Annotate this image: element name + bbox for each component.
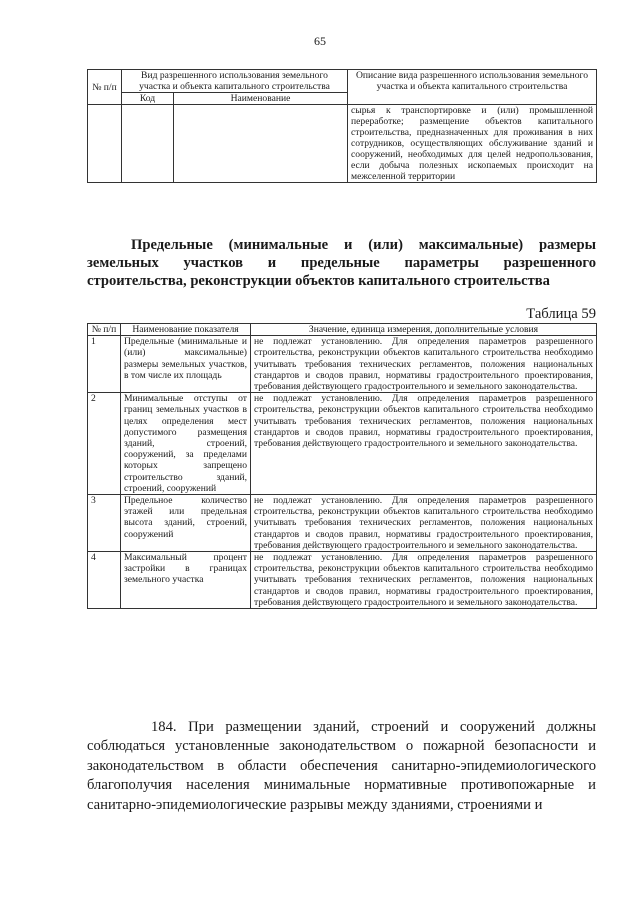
- heading-text-last-line: строительства, реконструкции объектов капитального строительства: [87, 273, 550, 289]
- land-use-table: [87, 69, 597, 183]
- row-indicator-cell: Максимальный процент застройки в границах земельного участка: [121, 552, 251, 609]
- table-row: [88, 495, 597, 552]
- row-number-cell: 3: [88, 495, 121, 552]
- row-number-cell: [88, 105, 122, 183]
- col-header-name: Наименование: [174, 93, 348, 105]
- row-indicator-cell: Минимальные отступы от границ земельных участков в целях определения мест допустимого размещения зданий, строений, сооружений, за пределами которых запрещено строительство зданий, строений, сооружений: [121, 393, 251, 495]
- col-header-description: Описание вида разрешенного использования земельного участка и объекта капитального строительства: [348, 70, 597, 105]
- row-name-cell: [174, 105, 348, 183]
- body-paragraph: [87, 718, 596, 815]
- col-header-code: Код: [122, 93, 174, 105]
- row-indicator-cell: Предельные (минимальные и (или) максимальные) размеры земельных участков, в том числе их площадь: [121, 336, 251, 393]
- row-number-cell: 1: [88, 336, 121, 393]
- row-indicator-cell: Предельное количество этажей или предельная высота зданий, строений, сооружений: [121, 495, 251, 552]
- col-header-indicator: Наименование показателя: [121, 324, 251, 336]
- parameters-table: [87, 323, 597, 609]
- paragraph-text: 184. При размещении зданий, строений и сооружений должны соблюдаться установленные законодательством о пожарной безопасности и законодательством в области обеспечения санитарно-эпидемиологического благополучия населения минимальные нормативные противопожарные и санитарно-эпидемиологические разрывы между зданиями, строениями и: [87, 719, 596, 813]
- table-caption: Таблица 59: [526, 306, 596, 322]
- row-value-cell: не подлежат установлению. Для определения параметров разрешенного строительства, реконструкции объектов капитального строительства необходимо учитывать требования технических регламентов, положения национальных стандартов и сводов правил, нормативы градостроительного проектирования, требования действующего градостроительного и земельного законодательства.: [251, 393, 597, 495]
- table-row: [88, 105, 597, 183]
- col-header-number: № п/п: [88, 70, 122, 105]
- row-value-cell: не подлежат установлению. Для определения параметров разрешенного строительства, реконструкции объектов капитального строительства необходимо учитывать требования технических регламентов, положения национальных стандартов и сводов правил, нормативы градостроительного проектирования, требования действующего градостроительного и земельного законодательства.: [251, 552, 597, 609]
- table-row: [88, 552, 597, 609]
- row-code-cell: [122, 105, 174, 183]
- section-heading: [87, 236, 596, 290]
- col-header-use-type: Вид разрешенного использования земельного участка и объекта капитального строительства: [122, 70, 348, 93]
- row-number-cell: 2: [88, 393, 121, 495]
- heading-text: Предельные (минимальные и (или) максимальные) размеры земельных участков и предельные параметры разрешенного: [87, 237, 596, 271]
- table-row: [88, 393, 597, 495]
- col-header-value: Значение, единица измерения, дополнительные условия: [251, 324, 597, 336]
- table-row: [88, 336, 597, 393]
- row-value-cell: не подлежат установлению. Для определения параметров разрешенного строительства, реконструкции объектов капитального строительства необходимо учитывать требования технических регламентов, положения национальных стандартов и сводов правил, нормативы градостроительного проектирования, требования действующего градостроительного и земельного законодательства.: [251, 495, 597, 552]
- row-description-cell: сырья к транспортировке и (или) промышленной переработке; размещение объектов капитального строительства, предназначенных для проживания в них сотрудников, осуществляющих обслуживание зданий и сооружений, необходимых для целей недропользования, если добыча полезных ископаемых происходит на межселенной территории: [348, 105, 597, 183]
- col-header-number: № п/п: [88, 324, 121, 336]
- row-number-cell: 4: [88, 552, 121, 609]
- page-number: 65: [314, 34, 326, 48]
- row-value-cell: не подлежат установлению. Для определения параметров разрешенного строительства, реконструкции объектов капитального строительства необходимо учитывать требования технических регламентов, положения национальных стандартов и сводов правил, нормативы градостроительного проектирования, требования действующего градостроительного и земельного законодательства.: [251, 336, 597, 393]
